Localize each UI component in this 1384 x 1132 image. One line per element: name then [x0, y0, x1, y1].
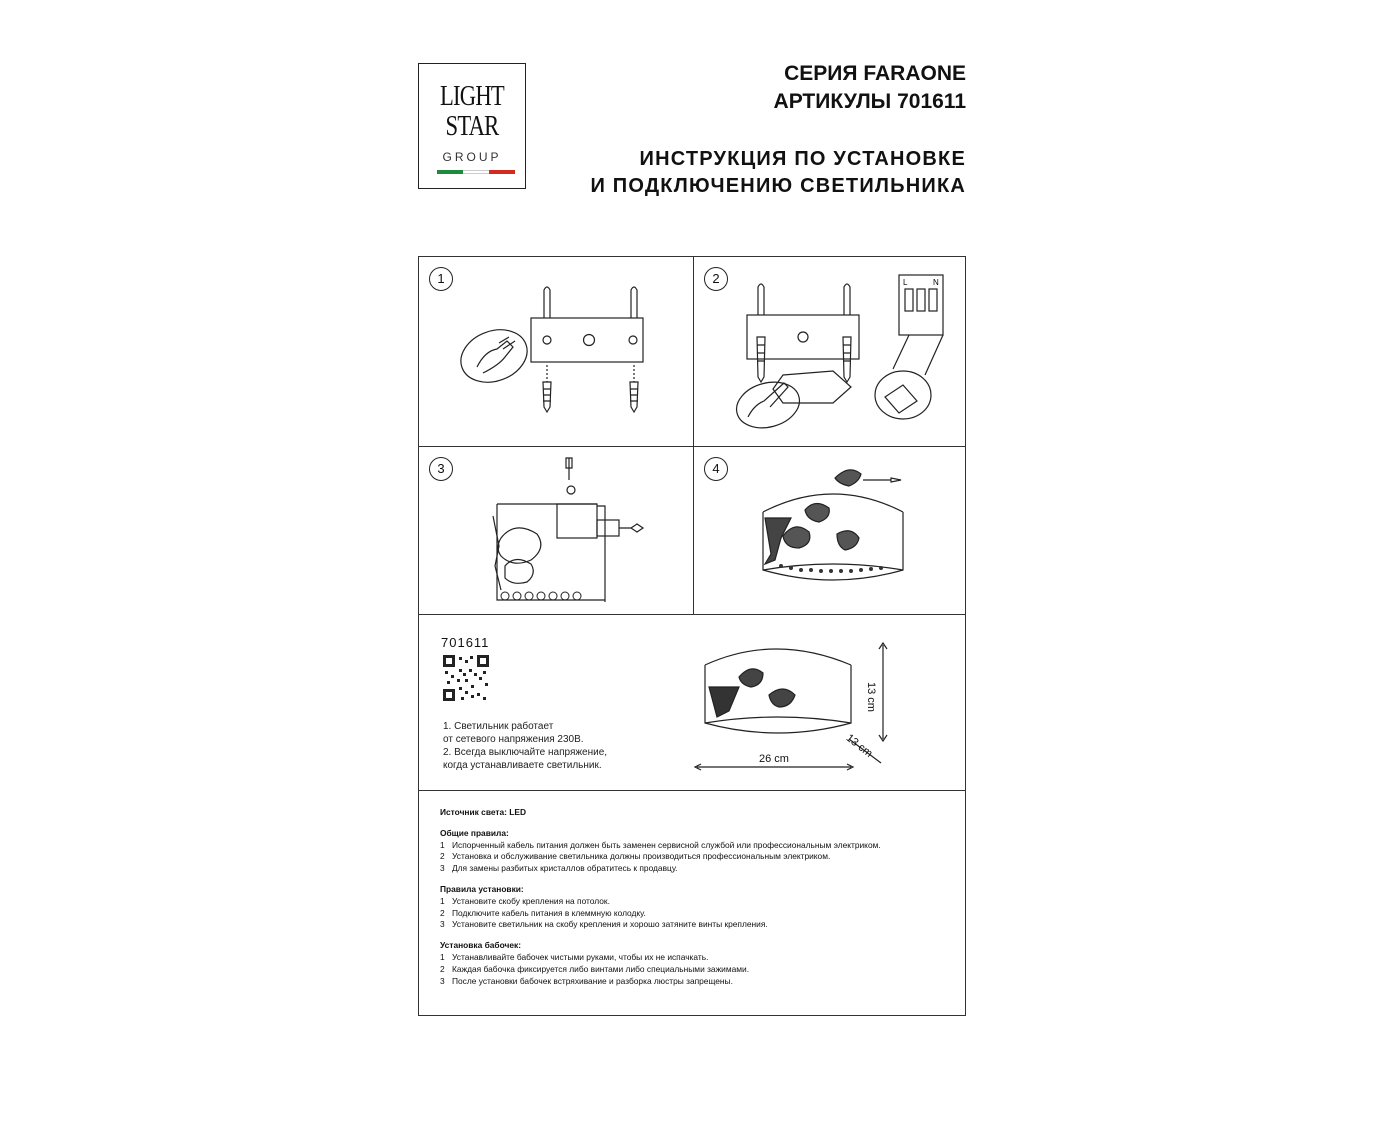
step-3-illustration	[419, 446, 693, 614]
dimension-depth: 13 cm	[843, 732, 875, 760]
rule-item: 1 Испорченный кабель питания должен быть заменен сервисной службой или профессиональным электриком.	[440, 839, 881, 850]
terminal-label-l: L	[903, 278, 908, 287]
brand-logo	[418, 63, 526, 189]
logo-line-star: STAR	[445, 110, 499, 142]
step-4-illustration	[693, 446, 967, 614]
divider	[419, 790, 965, 791]
step-2-illustration	[693, 257, 967, 446]
divider	[419, 614, 965, 615]
dimension-height: 13 cm	[865, 682, 877, 712]
instruction-title-line2: И ПОДКЛЮЧЕНИЮ СВЕТИЛЬНИКА	[590, 175, 966, 197]
rules-section-general	[440, 828, 881, 875]
note-line: 2. Всегда выключайте напряжение,	[443, 747, 608, 758]
logo-line-group: GROUP	[442, 150, 502, 164]
rule-item: 2 Установка и обслуживание светильника должны производиться профессиональным электриком.	[440, 851, 831, 862]
step-number: 3	[429, 457, 453, 481]
product-dimension-drawing	[689, 627, 919, 787]
rule-item: 3 После установки бабочек встряхивание и разборка люстры запрещены.	[440, 975, 733, 986]
rule-item: 1 Устанавливайте бабочек чистыми руками, чтобы их не испачкать.	[440, 951, 709, 962]
step-number: 2	[704, 267, 728, 291]
dimension-width: 26 cm	[759, 753, 789, 765]
rule-item: 2 Подключите кабель питания в клеммную колодку.	[440, 907, 646, 918]
section-title: Установка бабочек:	[440, 940, 522, 951]
rule-item: 3 Установите светильник на скобу крепления и хорошо затяните винты крепления.	[440, 919, 768, 930]
terminal-label-n: N	[933, 278, 939, 287]
series-heading	[774, 60, 966, 116]
product-notes	[443, 720, 607, 772]
installation-rules	[440, 807, 881, 987]
instruction-heading	[590, 146, 966, 200]
note-line: когда устанавливаете светильник.	[443, 760, 602, 771]
step-number: 1	[429, 267, 453, 291]
article-title: АРТИКУЛЫ 701611	[773, 90, 966, 113]
section-title: Общие правила:	[440, 827, 509, 838]
product-article: 701611	[441, 635, 490, 650]
instruction-title-line1: ИНСТРУКЦИЯ ПО УСТАНОВКЕ	[639, 148, 966, 170]
rule-item: 1 Установите скобу крепления на потолок.	[440, 895, 610, 906]
light-source-label: Источник света: LED	[440, 807, 527, 817]
logo-line-light: LIGHT	[440, 80, 504, 112]
rule-item: 2 Каждая бабочка фиксируется либо винтами либо специальными зажимами.	[440, 963, 750, 974]
instruction-sheet	[418, 256, 966, 1016]
step-number: 4	[704, 457, 728, 481]
rule-item: 3 Для замены разбитых кристаллов обратитесь к продавцу.	[440, 863, 678, 874]
series-title: СЕРИЯ FARAONE	[784, 62, 966, 85]
rules-section-installation	[440, 884, 881, 931]
note-line: от сетевого напряжения 230В.	[443, 734, 584, 745]
step-1-illustration	[419, 257, 693, 446]
rules-section-butterflies	[440, 940, 881, 987]
note-line: 1. Светильник работает	[443, 721, 554, 732]
italian-flag-stripe	[437, 170, 515, 174]
qr-code	[443, 655, 489, 701]
section-title: Правила установки:	[440, 883, 524, 894]
